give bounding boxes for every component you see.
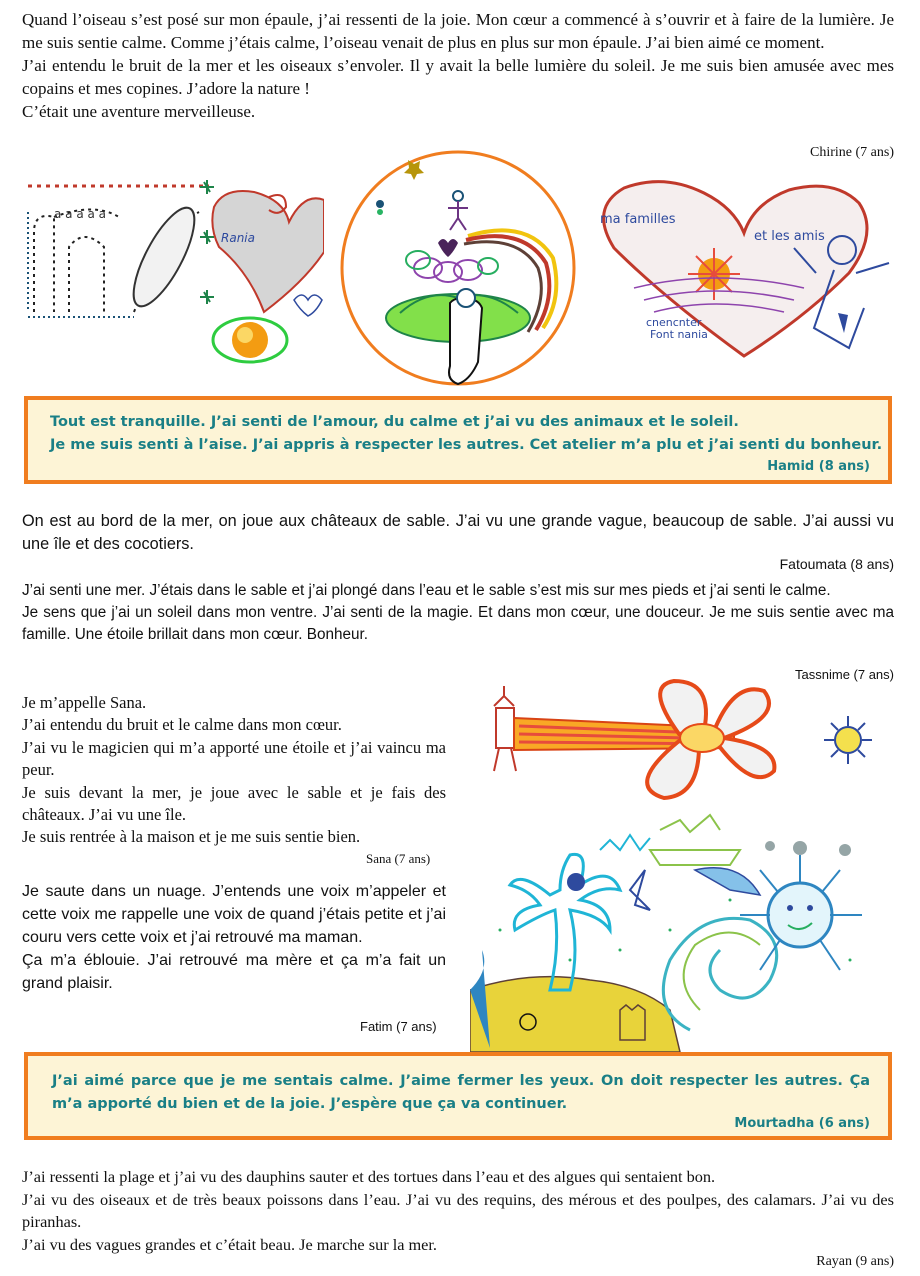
fatim-paragraph-1: Je saute dans un nuage. J’entends une voix m’appeler et cette voix me rappelle une voix de quand j’étais petite et j’ai couru vers cette voix et j’ai retrouvé ma maman.: [22, 883, 446, 946]
fatim-signature: Fatim (7 ans): [360, 1019, 437, 1034]
hamid-signature: Hamid (8 ans): [767, 459, 870, 474]
mourtadha-quote-box: [24, 1052, 892, 1140]
svg-text:a a a a a: a a a a a: [54, 207, 107, 221]
drawing-label-family: ma familles: [600, 212, 676, 227]
rayan-signature: Rayan (9 ans): [816, 1254, 894, 1269]
fatoumata-paragraph: On est au bord de la mer, on joue aux châteaux de sable. J’ai vu une grande vague, beaucoup de sable. J’ai aussi vu une île et des cocotiers.: [22, 512, 894, 553]
sana-line-3: J’ai vu le magicien qui m’a apporté une étoile et j’ai vaincu ma peur.: [22, 737, 446, 780]
child-drawing-circle-scene: [338, 148, 588, 398]
hamid-quote-box: [24, 396, 892, 484]
fatim-paragraph-2: Ça m’a éblouie. J’ai retrouvé ma mère et ça m’a fait un grand plaisir.: [22, 952, 446, 992]
drawing-label-bottom-2: Font nania: [650, 328, 708, 341]
child-drawing-family-heart: [594, 178, 896, 358]
rayan-text: [22, 1166, 894, 1256]
chirine-text: [22, 8, 894, 123]
child-drawing-flower-rocket: [474, 676, 894, 806]
chirine-paragraph-1: Quand l’oiseau s’est posé sur mon épaule, j’ai ressenti de la joie. Mon cœur a commencé à s’ouvrir et à faire de la lumière. Je me suis sentie calme. Comme j’étais calme, l’oiseau venait de plus en plus sur mon épaule. J’ai bien aimé ce moment.: [22, 10, 894, 52]
child-drawing-heart-letters: [24, 172, 324, 367]
sana-line-1: Je m’appelle Sana.: [22, 693, 147, 712]
rayan-paragraph-1: J’ai ressenti la plage et j’ai vu des dauphins sauter et des tortues dans l’eau et des algues qui sentaient bon.: [22, 1167, 716, 1186]
chirine-signature: Chirine (7 ans): [810, 145, 894, 160]
drawing-label-friends: et les amis: [754, 229, 825, 244]
sana-line-2: J’ai entendu du bruit et le calme dans mon cœur.: [22, 715, 342, 735]
tassnime-paragraph-2: Je sens que j’ai un soleil dans mon ventre. J’ai senti de la magie. Et dans mon cœur, une douceur. Je me suis sentie avec ma famille. Une étoile brillait dans mon cœur. Bonheur.: [22, 604, 894, 643]
rayan-paragraph-3: J’ai vu des vagues grandes et c’était beau. Je marche sur la mer.: [22, 1234, 438, 1254]
rayan-paragraph-2: J’ai vu des oiseaux et de très beaux poissons dans l’eau. J’ai vu des requins, des mérous et des poulpes, des calamars. J’ai vu des piranhas.: [22, 1189, 894, 1232]
mourtadha-text: J’ai aimé parce que je me sentais calme. J’aime fermer les yeux. On doit respecter les autres. Ça m’a apporté du bien et de la joie. J’espère que ça va continuer.: [52, 1073, 870, 1112]
drawing-label-bottom-1: cnencnter: [646, 316, 702, 329]
sana-line-4: Je suis devant la mer, je joue avec le sable et je fais des châteaux. J’ai vu une île.: [22, 782, 446, 825]
tassnime-text: [22, 580, 894, 646]
hamid-line-1: Tout est tranquille. J’ai senti de l’amour, du calme et j’ai vu des animaux et le soleil.: [50, 414, 739, 430]
hamid-line-2: Je me suis senti à l’aise. J’ai appris à respecter les autres. Cet atelier m’a plu et j’ai senti du bonheur.: [50, 437, 883, 453]
mourtadha-signature: Mourtadha (6 ans): [734, 1116, 870, 1131]
drawing-name-label: Rania: [221, 231, 255, 245]
fatim-text: [22, 880, 446, 995]
tassnime-paragraph-1: J’ai senti une mer. J’étais dans le sable et j’ai plongé dans l’eau et le sable s’est mis sur mes pieds et j’ai senti le calme.: [22, 582, 831, 599]
chirine-paragraph-2: J’ai entendu le bruit de la mer et les oiseaux s’envoler. Il y avait la belle lumière du soleil. Je me suis bien amusée avec mes copains et mes copines. J’adore la nature !: [22, 56, 894, 98]
sana-line-5: Je suis rentrée à la maison et je me suis sentie bien.: [22, 827, 361, 847]
tassnime-signature: Tassnime (7 ans): [795, 667, 894, 682]
fatoumata-signature: Fatoumata (8 ans): [779, 556, 894, 572]
sana-signature: Sana (7 ans): [366, 851, 431, 866]
chirine-paragraph-3: C’était une aventure merveilleuse.: [22, 102, 256, 121]
fatoumata-text: [22, 510, 894, 556]
sana-text: [22, 692, 446, 849]
child-drawing-island-scene: [470, 810, 894, 1052]
